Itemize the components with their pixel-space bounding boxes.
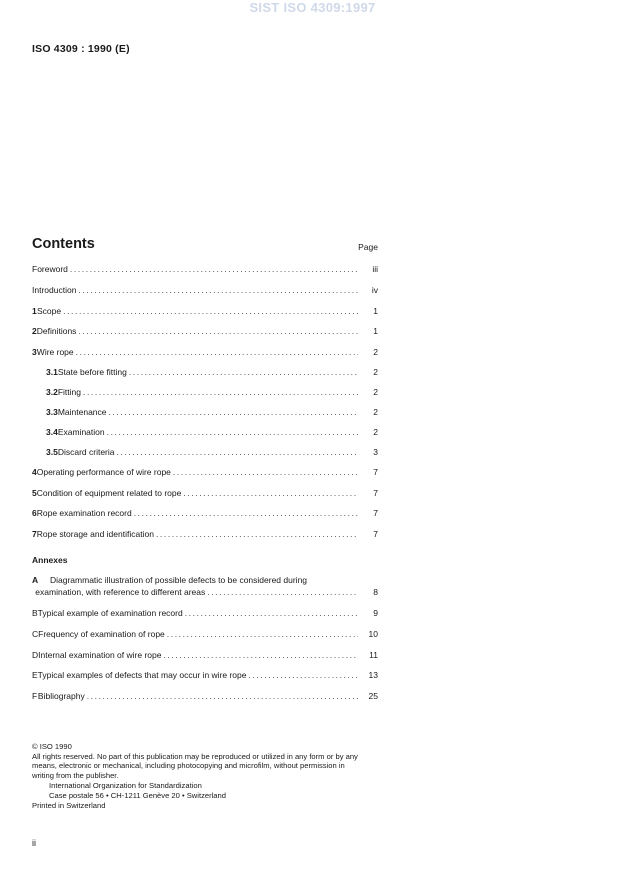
toc-entry-number: A: [32, 575, 39, 585]
toc-annex-f[interactable]: [32, 690, 378, 702]
toc-entry-rope-examination-record[interactable]: [32, 507, 378, 519]
toc-entry-number: 1: [32, 306, 37, 316]
toc-leader-dots: [163, 649, 358, 661]
toc-entry-title: Rope storage and identification: [36, 529, 154, 539]
toc-entry-title: Typical example of examination record: [37, 608, 183, 618]
toc-entry-number: 2: [32, 326, 37, 336]
toc-entry-number: C: [32, 629, 39, 639]
toc-entry-number: 3: [32, 347, 37, 357]
toc-entry-title: Definitions: [36, 326, 77, 336]
toc-entry-foreword[interactable]: [32, 263, 378, 275]
toc-leader-dots: [70, 263, 358, 275]
toc-leader-dots: [109, 406, 359, 418]
toc-leader-dots: [78, 325, 358, 337]
toc-entry-scope[interactable]: [32, 305, 378, 317]
toc-leader-dots: [249, 669, 359, 681]
document-identifier: ISO 4309 : 1990 (E): [32, 43, 130, 55]
toc-entry-title: Typical examples of defects that may occur in wire rope: [37, 670, 247, 680]
toc-entry-title: Scope: [37, 306, 62, 316]
toc-leader-dots: [83, 386, 358, 398]
toc-entry-title: Operating performance of wire rope: [36, 467, 171, 477]
rights-statement-line: writing from the publisher.: [32, 770, 119, 780]
toc-entry-number: 5: [32, 488, 37, 498]
toc-entry-title: Introduction: [32, 285, 77, 295]
toc-entry-state-before-fitting[interactable]: [46, 366, 378, 378]
toc-entry-number: 6: [32, 508, 37, 518]
toc-entry-page: 8: [373, 587, 378, 597]
organization-address: Case postale 56 • CH-1211 Genève 20 • Switzerland: [49, 790, 226, 800]
copyright-line: © ISO 1990: [32, 742, 72, 751]
toc-entry-wire-rope[interactable]: [32, 346, 378, 358]
contents-heading: Contents: [32, 236, 95, 252]
toc-entry-page: 13: [368, 670, 378, 680]
toc-entry-page: iv: [371, 285, 378, 295]
toc-entry-fitting[interactable]: [46, 386, 378, 398]
toc-entry-number: 3.4: [46, 427, 58, 437]
toc-entry-page: 1: [373, 306, 378, 316]
toc-entry-number: D: [32, 650, 39, 660]
organization-name: International Organization for Standardization: [49, 781, 202, 790]
toc-annex-b[interactable]: [32, 607, 378, 619]
toc-entry-number: 3.3: [46, 407, 58, 417]
toc-entry-title: Discard criteria: [57, 447, 115, 457]
toc-leader-dots: [185, 607, 358, 619]
toc-entry-title: Condition of equipment related to rope: [36, 488, 182, 498]
toc-annex-a-second-line[interactable]: [32, 586, 378, 598]
toc-entry-number: 3.2: [46, 387, 58, 397]
rights-statement-line: All rights reserved. No part of this publication may be reproduced or utilized in any form or by any: [32, 751, 358, 761]
toc-leader-dots: [156, 528, 358, 540]
toc-leader-dots: [167, 628, 358, 640]
toc-entry-number: F: [32, 691, 38, 701]
toc-entry-condition-of-equipment[interactable]: [32, 487, 378, 499]
toc-entry-page: 2: [373, 407, 378, 417]
rights-statement-line: means, electronic or mechanical, including photocopying and microfilm, without permission in: [32, 761, 345, 770]
toc-annex-d[interactable]: [32, 649, 378, 661]
toc-entry-number: 3.5: [46, 447, 58, 457]
watermark-text: SIST ISO 4309:1997: [249, 0, 376, 15]
toc-entry-page: 9: [373, 608, 378, 618]
toc-entry-page: 2: [373, 427, 378, 437]
toc-entry-page: 7: [373, 467, 378, 477]
toc-entry-number: 7: [32, 529, 37, 539]
toc-annex-e[interactable]: [32, 669, 378, 681]
toc-entry-page: 11: [369, 650, 378, 660]
toc-leader-dots: [87, 690, 358, 702]
toc-leader-dots: [129, 366, 358, 378]
toc-entry-page: 10: [368, 629, 378, 639]
toc-entry-introduction[interactable]: [32, 284, 378, 296]
toc-entry-page: 1: [373, 326, 378, 336]
toc-entry-page: 2: [373, 387, 378, 397]
toc-entry-title: Fitting: [57, 387, 81, 397]
toc-entry-page: 3: [373, 447, 378, 457]
toc-entry-title: Frequency of examination of rope: [38, 629, 165, 639]
toc-leader-dots: [134, 507, 358, 519]
toc-entry-title: Maintenance: [57, 407, 107, 417]
toc-entry-page: 2: [373, 347, 378, 357]
toc-entry-rope-storage[interactable]: [32, 528, 378, 540]
toc-entry-number: E: [32, 670, 38, 680]
toc-entry-examination[interactable]: [46, 426, 378, 438]
toc-entry-maintenance[interactable]: [46, 406, 378, 418]
toc-entry-page: 7: [373, 488, 378, 498]
toc-leader-dots: [173, 466, 358, 478]
printed-in-line: Printed in Switzerland: [32, 801, 106, 810]
toc-entry-title: Internal examination of wire rope: [38, 650, 162, 660]
annexes-heading: Annexes: [32, 555, 68, 565]
toc-leader-dots: [117, 446, 358, 458]
toc-entry-page: 7: [373, 508, 378, 518]
toc-leader-dots: [78, 284, 358, 296]
toc-entry-page: 2: [373, 367, 378, 377]
toc-leader-dots: [183, 487, 358, 499]
toc-entry-number: 3.1: [46, 367, 58, 377]
toc-leader-dots: [107, 426, 358, 438]
toc-entry-number: B: [32, 608, 38, 618]
copyright-notice: [32, 742, 382, 811]
toc-entry-page: 25: [368, 691, 378, 701]
toc-entry-title: Examination: [57, 427, 105, 437]
toc-entry-title: Foreword: [32, 264, 68, 274]
toc-entry-page: 7: [373, 529, 378, 539]
toc-annex-c[interactable]: [32, 628, 378, 640]
toc-entry-number: 4: [32, 467, 37, 477]
toc-entry-title: Rope examination record: [36, 508, 132, 518]
toc-entry-title: examination, with reference to different areas: [35, 587, 206, 597]
toc-entry-title: Bibliography: [37, 691, 85, 701]
page-number: ii: [32, 838, 36, 848]
toc-entry-operating-performance[interactable]: [32, 466, 378, 478]
toc-leader-dots: [63, 305, 358, 317]
toc-entry-title: Diagrammatic illustration of possible defects to be considered during: [50, 575, 308, 585]
toc-entry-title: Wire rope: [36, 347, 74, 357]
toc-entry-discard-criteria[interactable]: [46, 446, 378, 458]
toc-leader-dots: [76, 346, 358, 358]
toc-entry-page: iii: [372, 264, 378, 274]
page-column-label: Page: [358, 242, 378, 252]
toc-entry-definitions[interactable]: [32, 325, 378, 337]
toc-leader-dots: [207, 586, 358, 598]
toc-annex-a-first-line[interactable]: [32, 575, 307, 585]
toc-entry-title: State before fitting: [57, 367, 127, 377]
